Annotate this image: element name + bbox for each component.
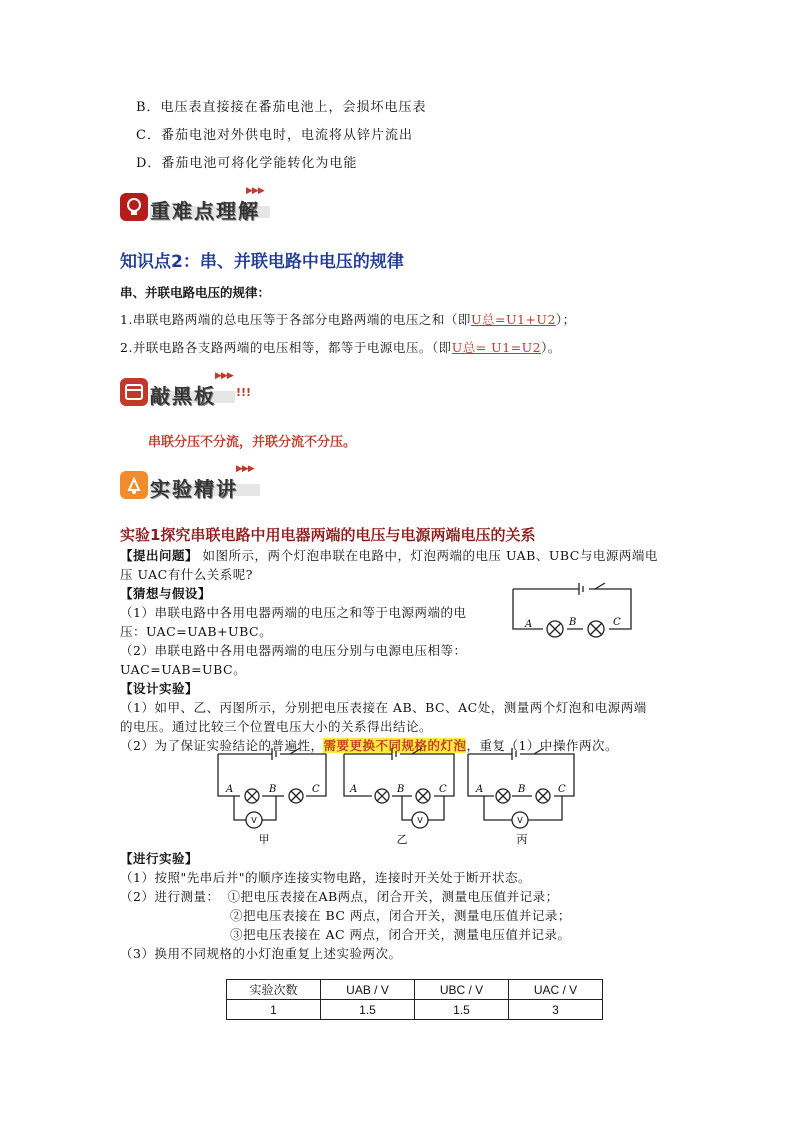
table-header: UAC / V bbox=[509, 980, 603, 1000]
table-cell: 1 bbox=[227, 1000, 321, 1020]
option-c: C．番茄电池对外供电时，电流将从锌片流出 bbox=[136, 128, 413, 143]
node-b: B bbox=[518, 784, 526, 795]
question-text: 如图所示，两个灯泡串联在电路中，灯泡两端的电压 UAB、UBC与电源两端电 bbox=[198, 548, 658, 563]
knowledge-point-subtitle: 串、并联电路电压的规律： bbox=[120, 285, 271, 300]
procedure-2 bbox=[120, 887, 700, 906]
procedure-2a: ①把电压表接在AB两点，闭合开关，测量电压值并记录； bbox=[227, 889, 559, 904]
law1-formula: U总=U1+U2 bbox=[470, 312, 556, 327]
node-c: C bbox=[558, 784, 566, 795]
design2-highlight: 需要更换不同规格的灯泡 bbox=[323, 738, 467, 753]
node-a: A bbox=[525, 619, 533, 630]
voltmeter-icon: V bbox=[517, 816, 523, 825]
table-header: UAB / V bbox=[321, 980, 415, 1000]
design-1: （1）如甲、乙、丙图所示，分别把电压表接在 AB、BC、AC处，测量两个灯泡和电源两端 bbox=[120, 700, 647, 715]
key-points-label: 重难点理解 bbox=[150, 199, 260, 223]
measurement-circuits bbox=[212, 746, 592, 846]
circuit-label-bing: 丙 bbox=[516, 833, 528, 846]
question-line1 bbox=[120, 546, 680, 565]
experiment-label: 实验精讲 bbox=[150, 477, 238, 501]
law2-prefix: 2.并联电路各支路两端的电压相等，都等于电源电压。（即 bbox=[120, 340, 452, 355]
arrows-icon: ▶▶▶ bbox=[236, 464, 254, 474]
node-b: B bbox=[397, 784, 405, 795]
series-circuit-diagram bbox=[505, 577, 645, 657]
node-a: A bbox=[350, 784, 358, 795]
question-head: 【提出问题】 bbox=[120, 548, 199, 563]
law-series bbox=[120, 310, 576, 328]
law2-formula: U总= U1=U2 bbox=[451, 340, 542, 355]
data-table bbox=[226, 979, 603, 1020]
hypothesis-2b: UAC=UAB=UBC。 bbox=[120, 662, 247, 677]
blackboard-note: 串联分压不分流，并联分流不分压。 bbox=[148, 435, 357, 450]
hypothesis-1b: 压：UAC=UAB+UBC。 bbox=[120, 624, 273, 639]
table-row bbox=[227, 1000, 603, 1020]
design2-prefix: （2）为了保证实验结论的普遍性， bbox=[120, 738, 324, 753]
arrows-icon: ▶▶▶ bbox=[246, 186, 264, 196]
experiment-title: 实验1探究串联电路中用电器两端的电压与电源两端电压的关系 bbox=[120, 526, 536, 544]
law1-prefix: 1.串联电路两端的总电压等于各部分电路两端的电压之和（即 bbox=[120, 312, 471, 327]
node-a: A bbox=[476, 784, 484, 795]
blackboard-banner bbox=[120, 371, 260, 408]
procedure-head: 【进行实验】 bbox=[120, 851, 199, 866]
circuit-label-yi: 乙 bbox=[396, 833, 408, 846]
table-cell: 3 bbox=[509, 1000, 603, 1020]
table-cell: 1.5 bbox=[415, 1000, 509, 1020]
procedure-1: （1）按照"先串后并"的顺序连接实物电路，连接时开关处于断开状态。 bbox=[120, 870, 531, 885]
voltmeter-icon: V bbox=[251, 816, 257, 825]
experiment-banner bbox=[120, 464, 270, 501]
procedure-2b: ②把电压表接在 BC 两点，闭合开关，测量电压值并记录； bbox=[230, 908, 571, 923]
key-points-banner bbox=[120, 186, 280, 223]
node-c: C bbox=[613, 617, 621, 628]
hypothesis-1: （1）串联电路中各用电器两端的电压之和等于电源两端的电 bbox=[120, 605, 467, 620]
node-b: B bbox=[569, 617, 577, 628]
table-header: UBC / V bbox=[415, 980, 509, 1000]
table-cell: 1.5 bbox=[321, 1000, 415, 1020]
arrows-icon: ▶▶▶ bbox=[215, 371, 233, 381]
law-parallel bbox=[120, 338, 561, 356]
design-head: 【设计实验】 bbox=[120, 681, 199, 696]
option-b: B．电压表直接接在番茄电池上，会损坏电压表 bbox=[136, 100, 427, 115]
procedure-2c: ③把电压表接在 AC 两点，闭合开关，测量电压值并记录。 bbox=[230, 927, 571, 942]
node-c: C bbox=[312, 784, 320, 795]
design2-suffix: ，重复（1）中操作两次。 bbox=[466, 738, 618, 753]
law2-suffix: ）。 bbox=[541, 340, 561, 355]
hypothesis-head: 【猜想与假设】 bbox=[120, 586, 212, 601]
option-d: D．番茄电池可将化学能转化为电能 bbox=[136, 156, 358, 171]
node-c: C bbox=[439, 784, 447, 795]
law1-suffix: ）； bbox=[555, 312, 576, 327]
exclaim-mark: !!! bbox=[236, 386, 252, 399]
design-1b: 的电压。通过比较三个位置电压大小的关系得出结论。 bbox=[120, 719, 433, 734]
voltmeter-icon: V bbox=[417, 816, 423, 825]
procedure-section bbox=[120, 849, 700, 963]
procedure-2-lead: （2）进行测量： bbox=[120, 889, 220, 904]
procedure-3: （3）换用不同规格的小灯泡重复上述实验两次。 bbox=[120, 946, 402, 961]
bell-icon bbox=[120, 471, 148, 499]
lightbulb-icon bbox=[120, 193, 148, 221]
table-header-row bbox=[227, 980, 603, 1000]
circuit-label-jia: 甲 bbox=[258, 833, 270, 846]
node-b: B bbox=[269, 784, 277, 795]
blackboard-label: 敲黑板 bbox=[150, 384, 216, 408]
knowledge-point-title: 知识点2：串、并联电路中电压的规律 bbox=[120, 252, 404, 272]
node-a: A bbox=[226, 784, 234, 795]
board-icon bbox=[120, 378, 148, 406]
question-line2: 压 UAC有什么关系呢? bbox=[120, 567, 253, 582]
hypothesis-2: （2）串联电路中各用电器两端的电压分别与电源电压相等： bbox=[120, 643, 467, 658]
table-header: 实验次数 bbox=[227, 980, 321, 1000]
